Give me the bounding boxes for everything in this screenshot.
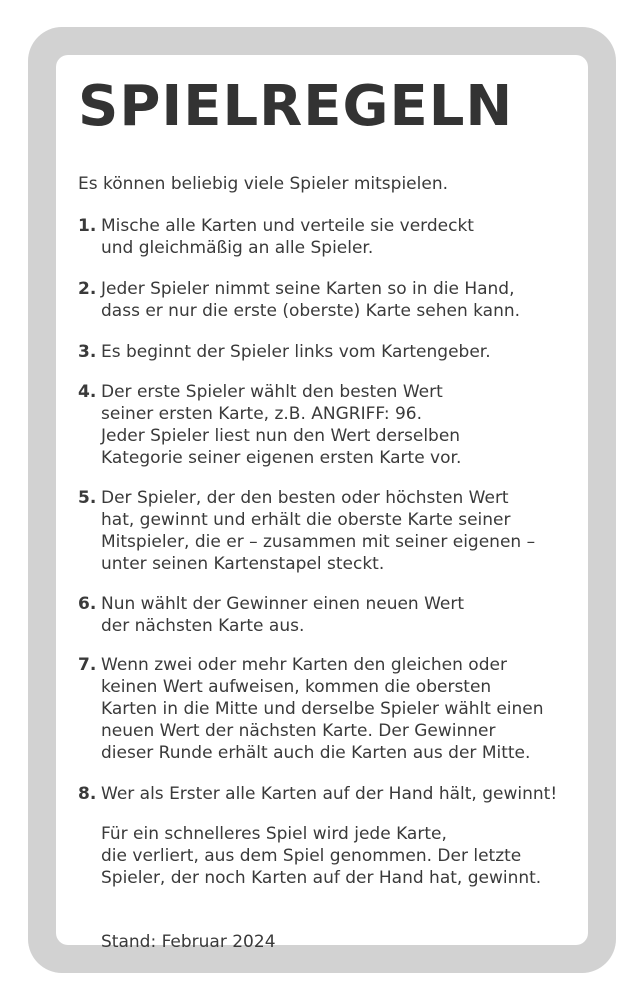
rule-item-8 <box>78 783 578 805</box>
rules-card-frame <box>28 27 616 973</box>
rule-item-6 <box>78 593 578 637</box>
rule-text: Der erste Spieler wählt den besten Wert seiner ersten Karte, z.B. ANGRIFF: 96. Jeder Spieler liest nun den Wert derselben Kategorie seiner eigenen ersten Karte vor. <box>101 382 462 468</box>
rule-item-7 <box>78 654 578 764</box>
rule-number: 8. <box>78 784 97 804</box>
rule-text: Wenn zwei oder mehr Karten den gleichen oder keinen Wert aufweisen, kommen die obersten Karten in die Mitte und derselbe Spieler wählt einen neuen Wert der nächsten Karte. Der Gewinner dieser Runde erhält auch die Karten aus der Mitte. <box>101 655 544 763</box>
rule-item-5 <box>78 487 578 575</box>
rule-number: 4. <box>78 382 97 402</box>
version-date: Stand: Februar 2024 <box>101 932 276 952</box>
intro-text: Es können beliebig viele Spieler mitspielen. <box>78 174 448 194</box>
rule-number: 2. <box>78 279 97 299</box>
rule-number: 6. <box>78 594 97 614</box>
rule-item-3 <box>78 341 578 363</box>
rule-number: 7. <box>78 655 97 675</box>
rule-text: Es beginnt der Spieler links vom Kartengeber. <box>101 342 491 362</box>
rule-number: 3. <box>78 342 97 362</box>
rule-text: Jeder Spieler nimmt seine Karten so in die Hand, dass er nur die erste (oberste) Karte sehen kann. <box>101 279 521 321</box>
rule-text: Wer als Erster alle Karten auf der Hand hält, gewinnt! <box>101 784 558 804</box>
rules-card <box>56 55 588 952</box>
rule-number: 1. <box>78 216 97 236</box>
rule-item-4 <box>78 381 578 469</box>
rule-item-1 <box>78 215 578 259</box>
rule-text: Der Spieler, der den besten oder höchsten Wert hat, gewinnt und erhält die oberste Karte seiner Mitspieler, die er – zusammen mit seiner eigenen – unter seinen Kartenstapel steckt. <box>101 488 536 574</box>
card-title: SPIELREGELN <box>78 74 514 139</box>
rule-item-2 <box>78 278 578 322</box>
rule-text: Nun wählt der Gewinner einen neuen Wert der nächsten Karte aus. <box>101 594 465 636</box>
rule-text: Mische alle Karten und verteile sie verdeckt und gleichmäßig an alle Spieler. <box>101 216 474 258</box>
rule-number: 5. <box>78 488 97 508</box>
quick-play-note: Für ein schnelleres Spiel wird jede Karte, die verliert, aus dem Spiel genommen. Der letzte Spieler, der noch Karten auf der Hand hat, gewinnt. <box>101 824 542 888</box>
